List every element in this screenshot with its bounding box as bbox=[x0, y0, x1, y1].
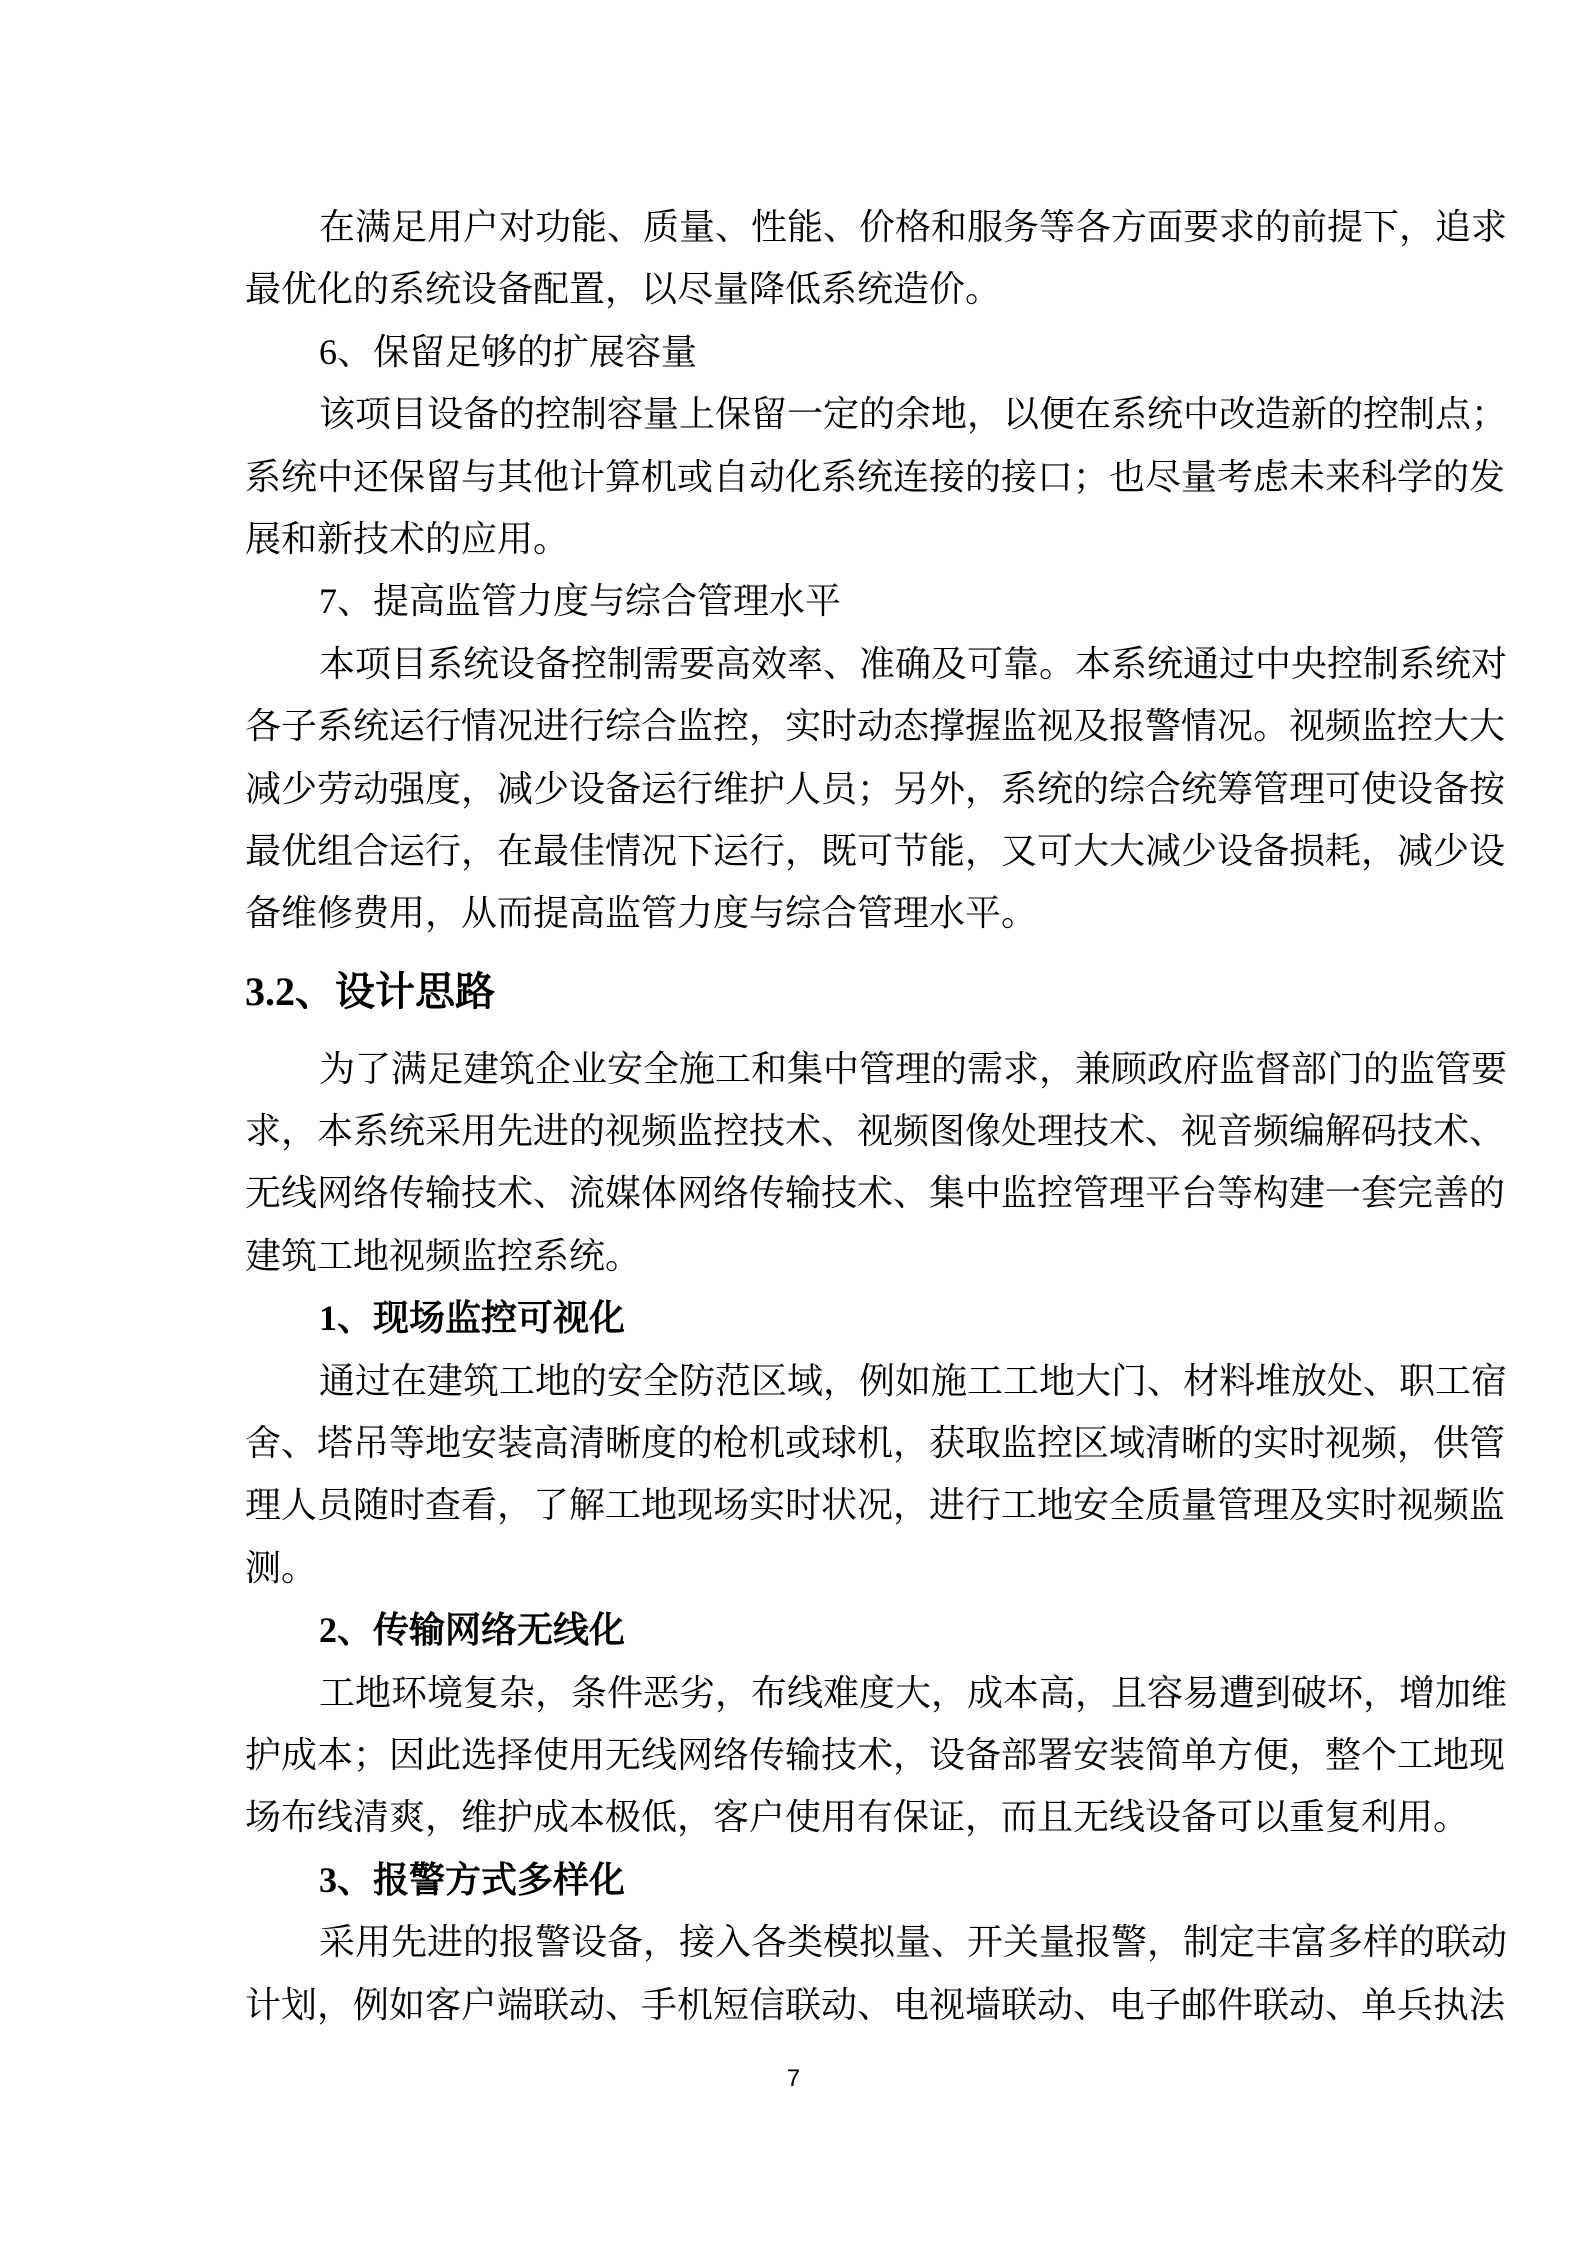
paragraph bbox=[245, 196, 1508, 321]
list-heading bbox=[245, 321, 1357, 383]
text-line: 理人员随时查看，了解工地现场实时状况，进行工地安全质量管理及实时视频监 bbox=[245, 1485, 1506, 1526]
subsection-heading bbox=[245, 1849, 1357, 1911]
text-line: 无线网络传输技术、流媒体网络传输技术、集中监控管理平台等构建一套完善的 bbox=[245, 1173, 1506, 1214]
subsection-heading bbox=[245, 1599, 1357, 1661]
paragraph bbox=[245, 1911, 1508, 2036]
text-line: 测。 bbox=[245, 1547, 318, 1588]
text-line: 护成本；因此选择使用无线网络传输技术，设备部署安装简单方便，整个工地现 bbox=[245, 1734, 1506, 1775]
text-line: 3.2、设计思路 bbox=[245, 968, 495, 1014]
paragraph bbox=[245, 1038, 1508, 1288]
text-line: 舍、塔吊等地安装高清晰度的枪机或球机，获取监控区域清晰的实时视频，供管 bbox=[245, 1423, 1506, 1464]
text-line: 为了满足建筑企业安全施工和集中管理的需求，兼顾政府监督部门的监管要 bbox=[319, 1048, 1508, 1089]
text-line: 展和新技术的应用。 bbox=[245, 518, 570, 559]
paragraph bbox=[245, 1350, 1508, 1600]
section-heading bbox=[245, 961, 1357, 1023]
paragraph bbox=[245, 1662, 1508, 1849]
text-line: 本项目系统设备控制需要高效率、准确及可靠。本系统通过中央控制系统对 bbox=[319, 643, 1508, 684]
text-line: 在满足用户对功能、质量、性能、价格和服务等各方面要求的前提下，追求 bbox=[319, 207, 1508, 247]
text-line: 1、现场监控可视化 bbox=[319, 1298, 626, 1339]
text-line: 该项目设备的控制容量上保留一定的余地，以便在系统中改造新的控制点； bbox=[319, 394, 1508, 435]
paragraph bbox=[245, 633, 1508, 945]
text-line: 3、报警方式多样化 bbox=[319, 1859, 626, 1900]
text-line: 采用先进的报警设备，接入各类模拟量、开关量报警，制定丰富多样的联动 bbox=[319, 1922, 1508, 1963]
text-line: 各子系统运行情况进行综合监控，实时动态撑握监视及报警情况。视频监控大大 bbox=[245, 706, 1506, 747]
text-line: 备维修费用，从而提高监管力度与综合管理水平。 bbox=[245, 893, 1038, 934]
text-line: 工地环境复杂，条件恶劣，布线难度大，成本高，且容易遭到破坏，增加维 bbox=[319, 1672, 1508, 1713]
text-line: 2、传输网络无线化 bbox=[319, 1610, 626, 1651]
text-line: 7、提高监管力度与综合管理水平 bbox=[319, 581, 842, 622]
text-line: 最优化的系统设备配置，以尽量降低系统造价。 bbox=[245, 269, 1002, 310]
paragraph bbox=[245, 383, 1508, 570]
text-line: 求，本系统采用先进的视频监控技术、视频图像处理技术、视音频编解码技术、 bbox=[245, 1111, 1506, 1152]
page-number: 7 bbox=[786, 2065, 801, 2092]
document-body bbox=[245, 196, 1508, 2036]
text-line: 建筑工地视频监控系统。 bbox=[245, 1235, 642, 1276]
text-line: 计划，例如客户端联动、手机短信联动、电视墙联动、电子邮件联动、单兵执法 bbox=[245, 1984, 1506, 2025]
text-line: 6、保留足够的扩展容量 bbox=[319, 331, 698, 372]
text-line: 场布线清爽，维护成本极低，客户使用有保证，而且无线设备可以重复利用。 bbox=[245, 1797, 1470, 1838]
text-line: 最优组合运行，在最佳情况下运行，既可节能，又可大大减少设备损耗，减少设 bbox=[245, 830, 1506, 871]
subsection-heading bbox=[245, 1287, 1357, 1349]
list-heading bbox=[245, 570, 1357, 632]
text-line: 系统中还保留与其他计算机或自动化系统连接的接口；也尽量考虑未来科学的发 bbox=[245, 456, 1506, 497]
text-line: 通过在建筑工地的安全防范区域，例如施工工地大门、材料堆放处、职工宿 bbox=[319, 1360, 1508, 1401]
text-line: 减少劳动强度，减少设备运行维护人员；另外，系统的综合统筹管理可使设备按 bbox=[245, 768, 1506, 809]
